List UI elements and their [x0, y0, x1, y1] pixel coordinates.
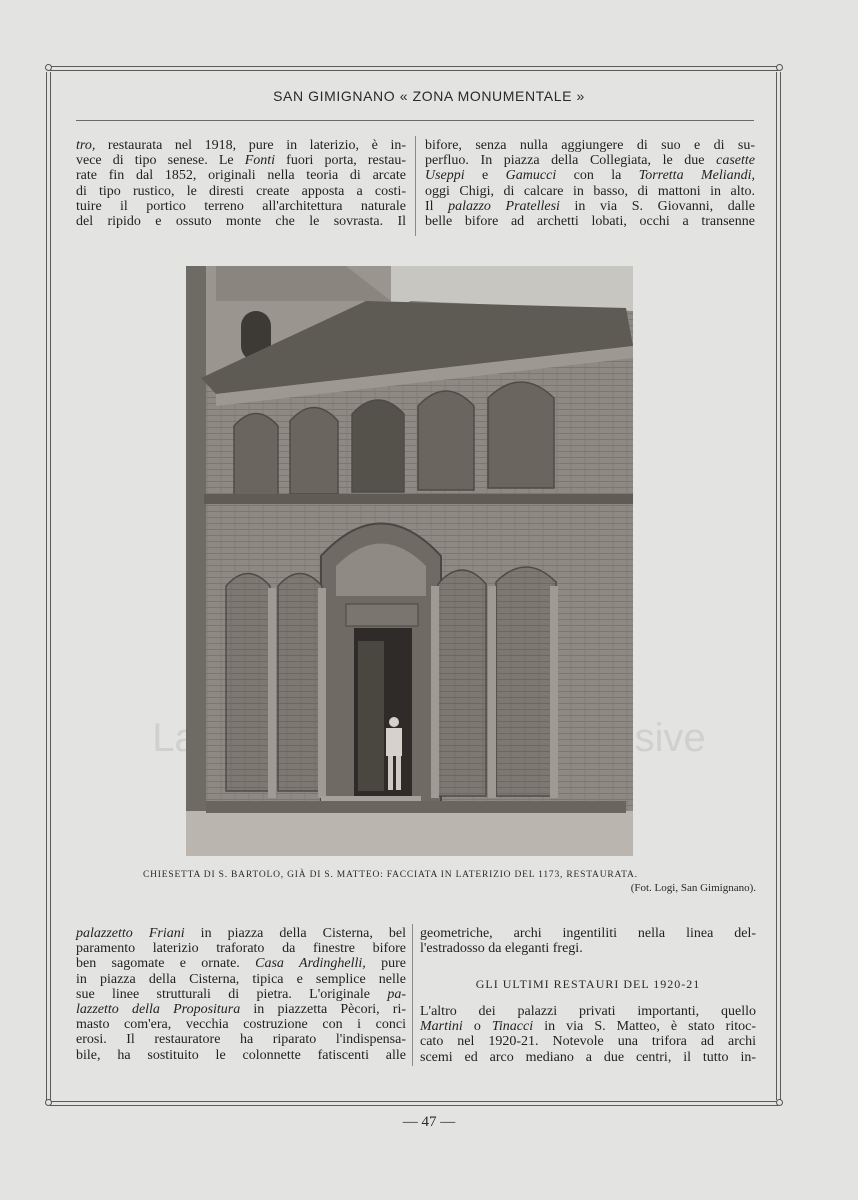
text-line	[420, 1034, 756, 1049]
text-run: oggi Chigi, di calcare in basso, di mattoni in alto.	[425, 183, 755, 199]
church-facade-photograph	[186, 266, 633, 856]
photo-caption: CHIESETTA DI S. BARTOLO, GIÀ DI S. MATTEO: FACCIATA IN LATERIZIO DEL 1173, RESTAURATA.	[143, 870, 638, 880]
italic-text: tro,	[76, 138, 96, 153]
text-run: perfluo. In piazza della Collegiata, le due	[425, 153, 717, 169]
text-run: in piazza della Cisterna, bel	[184, 926, 406, 941]
text-line	[76, 184, 406, 199]
text-line	[420, 1050, 756, 1065]
text-line	[76, 199, 406, 214]
section-title: GLI ULTIMI RESTAURI DEL 1920-21	[475, 977, 701, 991]
text-run: sue linee strutturali di pietra. L'originale	[76, 986, 388, 1002]
italic-text: Gamucci	[505, 168, 557, 184]
text-line	[76, 956, 406, 971]
text-run: geometriche, archi ingentiliti nella linea del-	[420, 926, 756, 941]
text-run: vece di tipo senese. Le	[76, 153, 245, 169]
header-rule	[76, 120, 754, 121]
italic-text: palazzetto Friani	[76, 926, 185, 941]
bottom-right-column-b	[420, 1004, 756, 1065]
text-line	[425, 184, 755, 199]
italic-text: lazzetto della Propositura	[76, 1002, 241, 1018]
text-line	[425, 153, 755, 168]
text-run: tuire il portico terreno all'architettura naturale	[76, 198, 406, 214]
photo-credit: (Fot. Logi, San Gimignano).	[630, 882, 756, 894]
text-line	[425, 214, 755, 229]
text-run: e	[464, 168, 506, 184]
text-line	[76, 1017, 406, 1032]
page-number: — 47 —	[402, 1114, 456, 1130]
text-run: con la	[556, 168, 639, 184]
italic-text: palazzo Pratellesi	[448, 198, 560, 214]
text-line	[76, 1032, 406, 1047]
text-run: pure	[365, 956, 406, 972]
text-line	[420, 926, 756, 941]
text-line	[425, 138, 755, 153]
text-run: belle bifore ad archetti lobati, occhi a transenne	[425, 214, 755, 230]
text-line	[420, 1019, 756, 1034]
italic-text: pa-	[387, 986, 406, 1002]
text-line	[76, 153, 406, 168]
italic-text: Useppi	[425, 168, 465, 184]
top-right-column	[425, 138, 755, 229]
text-run: L'altro dei palazzi privati importanti, quello	[420, 1004, 756, 1019]
text-line	[76, 1002, 406, 1017]
text-run: o	[462, 1019, 492, 1035]
bottom-left-column	[76, 926, 406, 1063]
text-run: ben sagomate e ornate.	[76, 956, 256, 972]
italic-text: Tinacci	[491, 1019, 534, 1035]
bottom-right-column-a	[420, 926, 756, 956]
column-divider-top	[415, 136, 416, 236]
running-header: SAN GIMIGNANO « ZONA MONUMENTALE »	[273, 88, 585, 104]
church-facade-illustration	[186, 266, 633, 856]
text-line	[420, 941, 756, 956]
text-run: paramento laterizio traforato da finestre bifore	[76, 941, 406, 957]
text-line	[425, 168, 755, 183]
text-run: masto com'era, vecchia costruzione con i conci	[76, 1017, 406, 1033]
text-line	[76, 972, 406, 987]
text-line	[425, 199, 755, 214]
text-line	[76, 926, 406, 941]
text-run: in via S. Giovanni, dalle	[559, 198, 755, 214]
italic-text: Torretta Meliandi,	[638, 168, 756, 184]
watermark-line-1: La	[152, 716, 197, 760]
text-run: Il	[425, 198, 449, 214]
top-left-column	[76, 138, 406, 229]
text-line	[76, 941, 406, 956]
text-run: bile, ha sostituito le colonnette fatiscenti alle	[76, 1047, 406, 1063]
text-run: in piazzetta Pècori, ri-	[240, 1002, 406, 1018]
text-run: l'estradosso da eleganti fregi.	[420, 941, 583, 957]
text-run: restaurata nel 1918, pure in laterizio, è in-	[95, 138, 406, 153]
text-run: scemi ed arco mediano a due centri, il tutto in-	[420, 1049, 756, 1065]
text-run: del ripido e ossuto monte che le sovrasta. Il	[76, 214, 406, 230]
text-run: di tipo rustico, le diresti create apposta a costi-	[76, 183, 406, 199]
text-line	[420, 1004, 756, 1019]
text-line	[76, 987, 406, 1002]
text-run: in via S. Matteo, è stato ritoc-	[533, 1019, 756, 1035]
text-run: erosi. Il restauratore ha riparato l'indispensa-	[76, 1032, 406, 1048]
column-divider-bottom	[412, 924, 413, 1066]
text-run: rate fin dal 1852, originali nella teoria di arcate	[76, 168, 406, 184]
text-run: cato nel 1920-21. Notevole una trifora ad archi	[420, 1034, 756, 1050]
italic-text: Casa Ardinghelli,	[255, 956, 366, 972]
text-run: in piazza della Cisterna, tipica e semplice nelle	[76, 971, 406, 987]
text-line	[76, 214, 406, 229]
text-line	[76, 1048, 406, 1063]
italic-text: casette	[716, 153, 755, 169]
text-run: fuori porta, restau-	[275, 153, 406, 169]
text-run: bifore, senza nulla aggiungere di suo e di su-	[425, 138, 755, 153]
italic-text: Fonti	[244, 153, 276, 169]
text-line	[76, 138, 406, 153]
italic-text: Martini	[420, 1019, 463, 1035]
text-line	[76, 168, 406, 183]
